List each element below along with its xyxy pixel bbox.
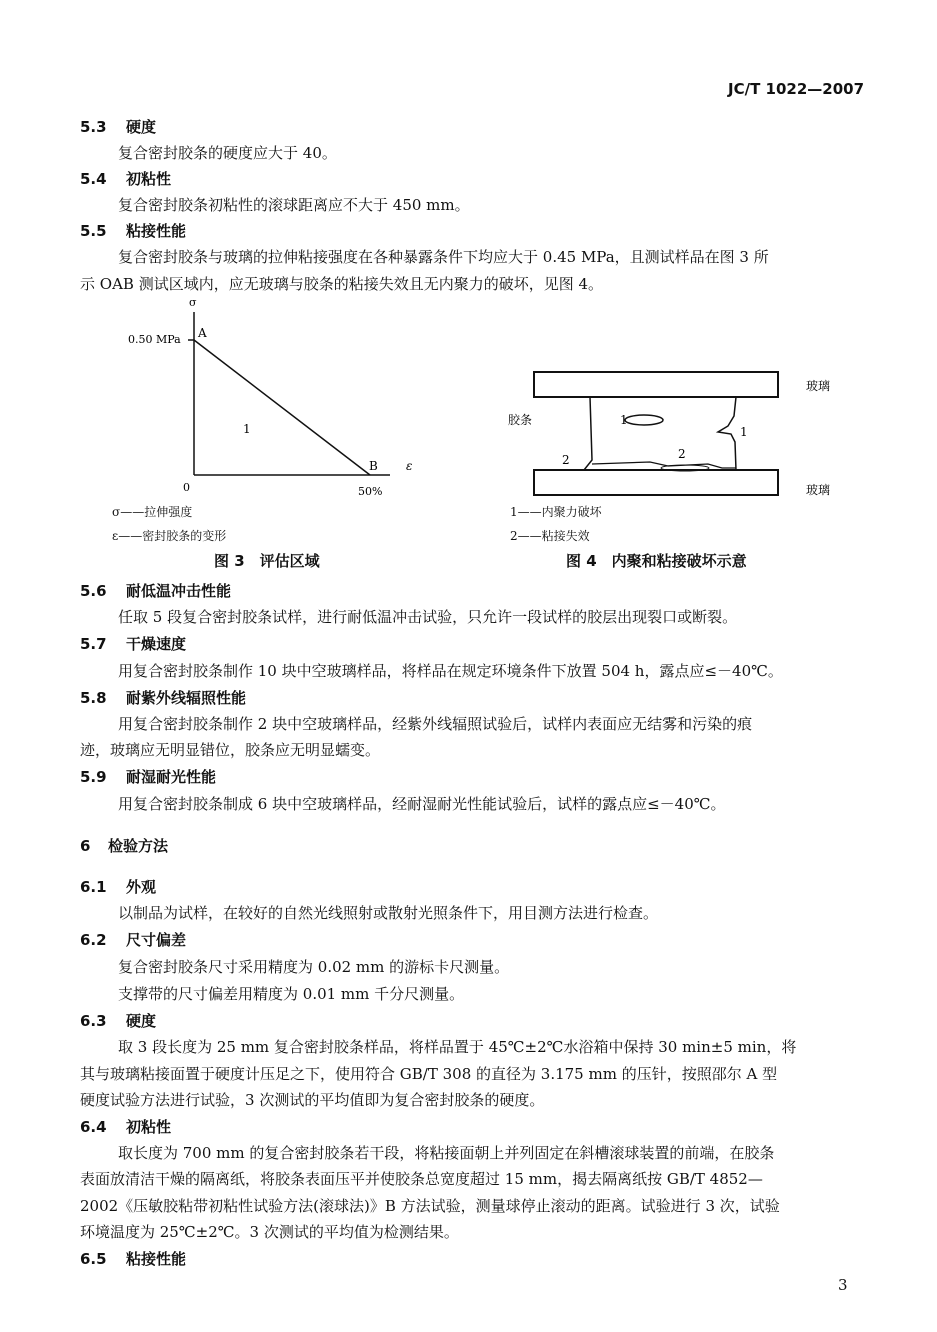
fig4-legend-2: 2——粘接失效 — [510, 529, 590, 543]
section-title: 干燥速度 — [126, 635, 187, 653]
paragraph-6-2-line2: 支撑带的尺寸偏差用精度为 0.01 mm 千分尺测量。 — [118, 985, 465, 1003]
mark-2-bottom: 2 — [678, 447, 686, 461]
section-title: 检验方法 — [108, 837, 169, 855]
section-number: 5.7 — [80, 635, 107, 653]
paragraph-6-3-line2: 其与玻璃粘接面置于硬度计压足之下，使用符合 GB/T 308 的直径为 3.175 mm 的压针，按照邵尔 A 型 — [80, 1065, 778, 1083]
point-a-label: A — [198, 326, 207, 340]
paragraph-5-8-line1: 用复合密封胶条制作 2 块中空玻璃样品，经紫外线辐照试验后，试样内表面应无结雾和污染的痕 — [118, 715, 753, 733]
section-title: 硬度 — [126, 118, 157, 136]
region-label: 1 — [243, 422, 251, 436]
section-number: 5.6 — [80, 582, 107, 600]
section-number: 5.5 — [80, 222, 107, 240]
mark-1-crack: 1 — [740, 425, 748, 439]
section-title: 耐湿耐光性能 — [126, 768, 217, 786]
heading-6-1 — [80, 876, 156, 897]
heading-6 — [80, 835, 168, 856]
heading-5-7 — [80, 633, 186, 654]
paragraph-5-5-line1: 复合密封胶条与玻璃的拉伸粘接强度在各种暴露条件下均应大于 0.45 MPa，且测试样品在图 3 所 — [118, 248, 769, 266]
heading-5-3 — [80, 116, 156, 137]
section-number: 5.3 — [80, 118, 107, 136]
heading-6-2 — [80, 929, 186, 950]
section-number: 5.4 — [80, 170, 107, 188]
heading-5-5 — [80, 220, 186, 241]
section-number: 6 — [80, 837, 91, 855]
paragraph-6-3-line3: 硬度试验方法进行试验，3 次测试的平均值即为复合密封胶条的硬度。 — [80, 1091, 545, 1109]
mark-1-void: 1 — [620, 413, 628, 427]
page-number: 3 — [838, 1276, 848, 1294]
standard-code: JC/T 1022—2007 — [728, 80, 865, 98]
paragraph-6-2-line1: 复合密封胶条尺寸采用精度为 0.02 mm 的游标卡尺测量。 — [118, 958, 510, 976]
fig3-legend-sigma: σ——拉伸强度 — [112, 505, 193, 519]
paragraph-5-9: 用复合密封胶条制成 6 块中空玻璃样品，经耐湿耐光性能试验后，试样的露点应≤－40℃。 — [118, 795, 726, 813]
heading-5-9 — [80, 766, 216, 787]
section-number: 6.5 — [80, 1250, 107, 1268]
section-number: 6.2 — [80, 931, 107, 949]
glass-top-label: 玻璃 — [806, 379, 831, 393]
mark-2-left: 2 — [562, 453, 570, 467]
section-title: 外观 — [126, 878, 157, 896]
paragraph-5-4: 复合密封胶条初粘性的滚球距离应不大于 450 mm。 — [118, 196, 470, 214]
heading-5-4 — [80, 168, 171, 189]
section-number: 6.4 — [80, 1118, 107, 1136]
heading-5-6 — [80, 580, 231, 601]
fig3-legend-epsilon: ε——密封胶条的变形 — [112, 529, 227, 543]
paragraph-6-3-line1: 取 3 段长度为 25 mm 复合密封胶条样品，将样品置于 45℃±2℃水浴箱中保持 30 min±5 min，将 — [118, 1038, 797, 1056]
figure-3-caption: 图 3 评估区域 — [214, 552, 320, 570]
paragraph-5-5-line2: 示 OAB 测试区域内，应无玻璃与胶条的粘接失效且无内聚力的破坏，见图 4。 — [80, 275, 604, 293]
point-b-label: B — [369, 459, 378, 473]
paragraph-6-4-line1: 取长度为 700 mm 的复合密封胶条若干段，将粘接面朝上并列固定在斜槽滚球装置的前端，在胶条 — [118, 1144, 775, 1162]
section-number: 6.3 — [80, 1012, 107, 1030]
x-value-label: 50% — [358, 485, 383, 498]
internal-void — [625, 415, 663, 425]
boundary-line-ab — [194, 340, 370, 475]
section-number: 6.1 — [80, 878, 107, 896]
adhesion-failure-line — [592, 462, 736, 468]
section-title: 初粘性 — [126, 170, 172, 188]
paragraph-5-3: 复合密封胶条的硬度应大于 40。 — [118, 144, 337, 162]
sigma-label: σ — [189, 296, 197, 309]
figure-3-graph — [80, 292, 420, 504]
paragraph-6-4-line3: 2002《压敏胶粘带初粘性试验方法(滚球法)》B 方法试验，测量球停止滚动的距离。试验进行 3 次，试验 — [80, 1197, 780, 1215]
section-number: 5.8 — [80, 689, 107, 707]
figure-4-diagram — [500, 360, 860, 500]
origin-label: 0 — [183, 481, 190, 494]
strip-label: 胶条 — [508, 413, 533, 427]
glass-bottom-pane — [534, 470, 778, 495]
section-number: 5.9 — [80, 768, 107, 786]
section-title: 尺寸偏差 — [126, 931, 187, 949]
section-title: 硬度 — [126, 1012, 157, 1030]
paragraph-5-8-line2: 迹，玻璃应无明显错位，胶条应无明显蠕变。 — [80, 741, 381, 759]
paragraph-6-1: 以制品为试样，在较好的自然光线照射或散射光照条件下，用目测方法进行检查。 — [118, 904, 659, 922]
epsilon-label: ε — [406, 459, 413, 473]
paragraph-6-4-line4: 环境温度为 25℃±2℃。3 次测试的平均值为检测结果。 — [80, 1223, 459, 1241]
section-title: 初粘性 — [126, 1118, 172, 1136]
paragraph-6-4-line2: 表面放清洁干燥的隔离纸，将胶条表面压平并使胶条总宽度超过 15 mm，揭去隔离纸按 GB/T 4852— — [80, 1170, 763, 1188]
glass-top-pane — [534, 372, 778, 397]
figure-4-caption: 图 4 内聚和粘接破坏示意 — [566, 552, 747, 570]
paragraph-5-7: 用复合密封胶条制作 10 块中空玻璃样品，将样品在规定环境条件下放置 504 h，露点应≤－40℃。 — [118, 662, 783, 680]
fig4-legend-1: 1——内聚力破坏 — [510, 505, 602, 519]
section-title: 耐紫外线辐照性能 — [126, 689, 247, 707]
y-value-label: 0.50 MPa — [128, 333, 181, 346]
section-title: 耐低温冲击性能 — [126, 582, 232, 600]
heading-6-5 — [80, 1248, 186, 1269]
heading-6-3 — [80, 1010, 156, 1031]
strip-left-edge — [584, 397, 592, 470]
heading-5-8 — [80, 687, 246, 708]
section-title: 粘接性能 — [126, 222, 187, 240]
section-title: 粘接性能 — [126, 1250, 187, 1268]
paragraph-5-6: 任取 5 段复合密封胶条试样，进行耐低温冲击试验，只允许一段试样的胶层出现裂口或断裂。 — [118, 608, 738, 626]
heading-6-4 — [80, 1116, 171, 1137]
strip-right-edge-crack — [718, 397, 736, 470]
glass-bottom-label: 玻璃 — [806, 483, 831, 497]
